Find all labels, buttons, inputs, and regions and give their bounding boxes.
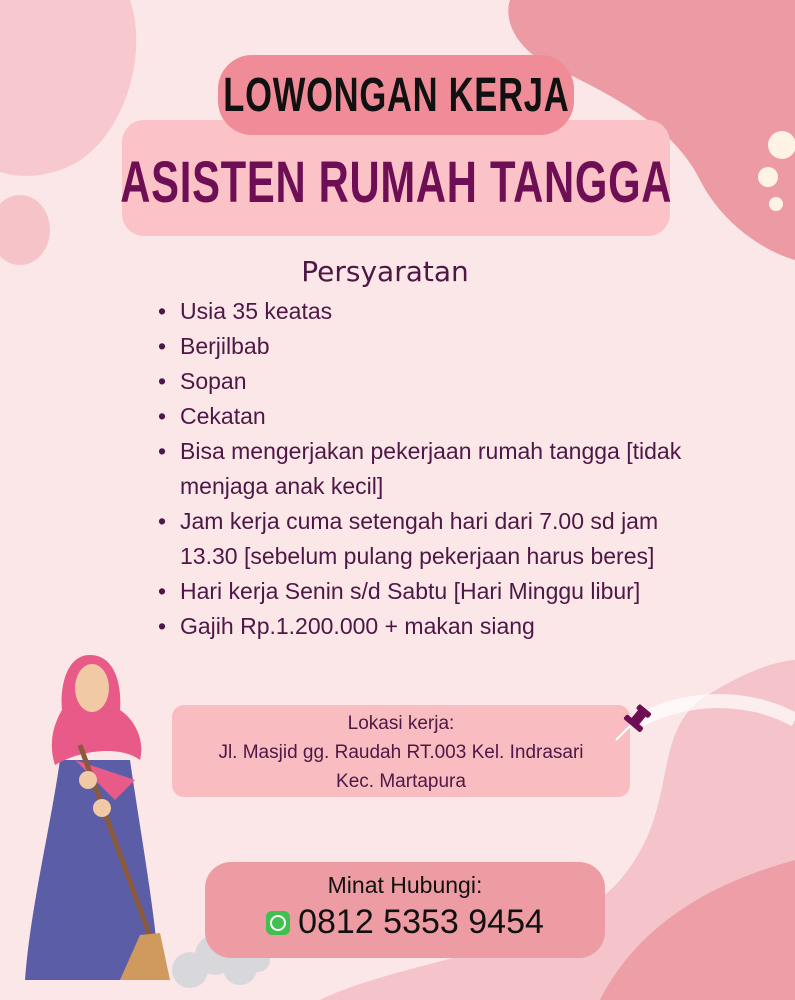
header-line1: LOWONGAN KERJA xyxy=(222,68,570,122)
location-label: Lokasi kerja: xyxy=(347,713,455,734)
list-item: • Hari kerja Senin s/d Sabtu [Hari Minggu libur] xyxy=(158,574,698,609)
pushpin-icon xyxy=(608,698,658,746)
requirements-title: Persyaratan xyxy=(301,255,469,288)
whatsapp-icon xyxy=(266,911,290,935)
location-address: Jl. Masjid gg. Raudah RT.003 Kel. Indrasari xyxy=(218,742,584,763)
contact-phone[interactable]: 0812 5353 9454 xyxy=(298,903,544,941)
list-item: • Bisa mengerjakan pekerjaan rumah tangga [tidak menjaga anak kecil] xyxy=(158,434,698,504)
list-item: • Gajih Rp.1.200.000 + makan siang xyxy=(158,609,698,644)
location-district: Kec. Martapura xyxy=(336,771,466,792)
header-line1-pill xyxy=(218,55,574,135)
header-line2-box xyxy=(122,120,670,236)
requirements-list xyxy=(158,294,698,644)
header-line2: ASISTEN RUMAH TANGGA xyxy=(120,150,672,215)
list-item: • Cekatan xyxy=(158,399,698,434)
contact-label: Minat Hubungi: xyxy=(327,872,483,898)
list-item: • Usia 35 keatas xyxy=(158,294,698,329)
list-item: • Jam kerja cuma setengah hari dari 7.00 sd jam 13.30 [sebelum pulang pekerjaan harus beres] xyxy=(158,504,698,574)
list-item: • Berjilbab xyxy=(158,329,698,364)
contact-box xyxy=(205,862,605,958)
list-item: • Sopan xyxy=(158,364,698,399)
